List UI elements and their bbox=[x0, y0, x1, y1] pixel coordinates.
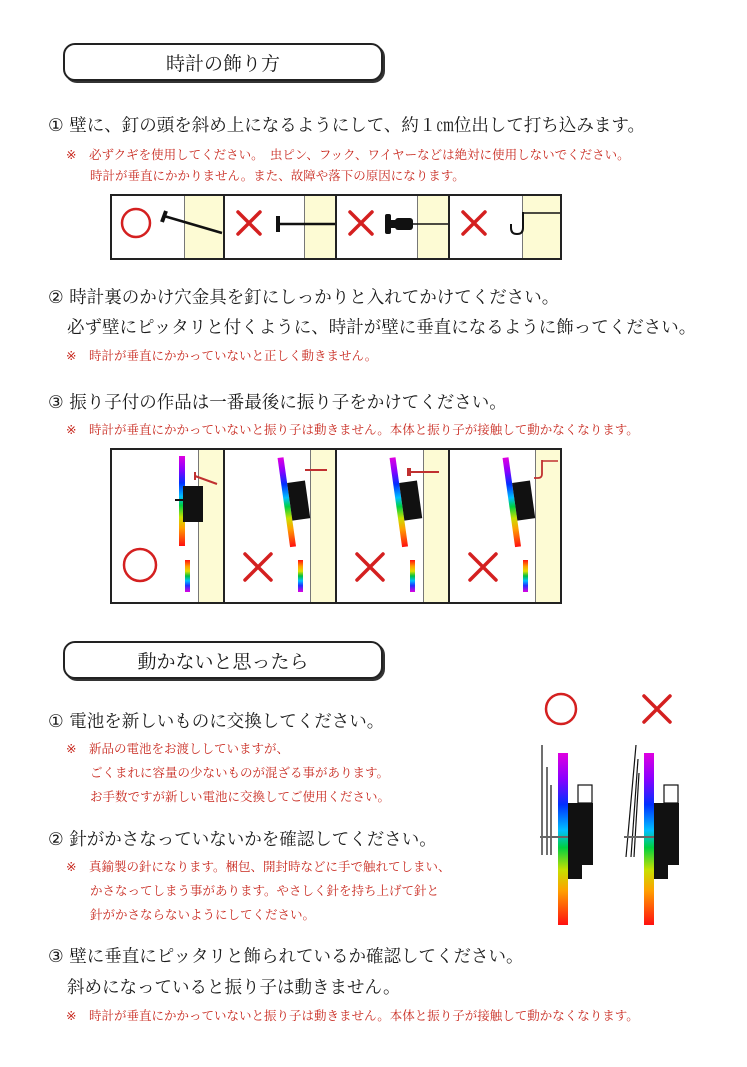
ng-cross-icon bbox=[640, 692, 674, 726]
clock-side-icon bbox=[275, 456, 336, 596]
s2-step1-note-1: ※ 新品の電池をお渡ししていますが、 bbox=[66, 741, 289, 756]
step2-text: ② 時計裏のかけ穴金具を釘にしっかりと入れてかけてください。 bbox=[48, 288, 560, 308]
pendulum-panel-ng-3 bbox=[450, 450, 561, 602]
hands-ok-diagram bbox=[536, 745, 598, 930]
clock-side-icon bbox=[500, 456, 561, 596]
push-pin-icon bbox=[381, 212, 448, 236]
section-title-display bbox=[63, 43, 383, 81]
nail-panel-ok bbox=[112, 196, 225, 258]
s2-step3-text-2: 斜めになっていると振り子は動きません。 bbox=[67, 978, 401, 998]
straight-nail-icon bbox=[273, 214, 336, 234]
pendulum-panel-ng-2 bbox=[337, 450, 450, 602]
step2-note: ※ 時計が垂直にかかっていないと正しく動きません。 bbox=[66, 348, 378, 363]
s2-step3-text: ③ 壁に垂直にピッタリと飾られているか確認してください。 bbox=[48, 947, 524, 967]
pendulum-panel-row bbox=[110, 448, 562, 604]
section-title-text: 時計の飾り方 bbox=[165, 52, 280, 75]
ng-cross-icon bbox=[241, 550, 275, 584]
s2-step2-note-2: かさなってしまう事があります。やさしく針を持ち上げて針と bbox=[90, 883, 440, 898]
step1-text: ① 壁に、釘の頭を斜め上になるようにして、約１㎝位出して打ち込みます。 bbox=[48, 116, 645, 136]
ng-cross-icon bbox=[346, 208, 376, 238]
nail-panel-ng-1 bbox=[225, 196, 338, 258]
clock-side-icon bbox=[167, 456, 223, 596]
section-title-text: 動かないと思ったら bbox=[137, 650, 309, 673]
hands-ng-diagram bbox=[620, 745, 682, 930]
s2-step1-text: ① 電池を新しいものに交換してください。 bbox=[48, 712, 385, 732]
nail-panel-ng-2 bbox=[337, 196, 450, 258]
s2-step3-note: ※ 時計が垂直にかかっていないと振り子は動きません。本体と振り子が接触して動かなくなります。 bbox=[66, 1008, 639, 1023]
s2-step1-note-3: お手数ですが新しい電池に交換してご使用ください。 bbox=[90, 789, 391, 804]
s2-step1-note-2: ごくまれに容量の少ないものが混ざる事があります。 bbox=[90, 765, 390, 780]
ng-cross-icon bbox=[459, 208, 489, 238]
step2-text-2: 必ず壁にピッタリと付くように、時計が壁に垂直になるように飾ってください。 bbox=[67, 318, 697, 338]
ng-cross-icon bbox=[353, 550, 387, 584]
step1-note-1: ※ 必ずクギを使用してください。 虫ピン、フック、ワイヤーなどは絶対に使用しないでください。 bbox=[66, 147, 630, 162]
step3-note: ※ 時計が垂直にかかっていないと振り子は動きません。本体と振り子が接触して動かなくなります。 bbox=[66, 422, 639, 437]
step3-text: ③ 振り子付の作品は一番最後に振り子をかけてください。 bbox=[48, 393, 507, 413]
ok-circle-icon bbox=[119, 206, 153, 240]
nail-panel-row bbox=[110, 194, 562, 260]
nail-panel-ng-3 bbox=[450, 196, 561, 258]
pendulum-panel-ng-1 bbox=[225, 450, 338, 602]
pendulum-panel-ok bbox=[112, 450, 225, 602]
angled-nail-icon bbox=[158, 208, 223, 238]
step1-note-2: 時計が垂直にかかりません。また、故障や落下の原因になります。 bbox=[90, 168, 465, 183]
ng-cross-icon bbox=[466, 550, 500, 584]
s2-step2-note-3: 針がかさならないようにしてください。 bbox=[90, 907, 316, 922]
clock-side-icon bbox=[387, 456, 448, 596]
ok-circle-icon bbox=[542, 690, 580, 728]
section-title-display bbox=[63, 641, 383, 679]
hook-icon bbox=[500, 206, 561, 236]
ng-cross-icon bbox=[234, 208, 264, 238]
ok-circle-icon bbox=[120, 545, 160, 585]
s2-step2-note-1: ※ 真鍮製の針になります。梱包、開封時などに手で触れてしまい、 bbox=[66, 859, 451, 874]
s2-step2-text: ② 針がかさなっていないかを確認してください。 bbox=[48, 830, 437, 850]
